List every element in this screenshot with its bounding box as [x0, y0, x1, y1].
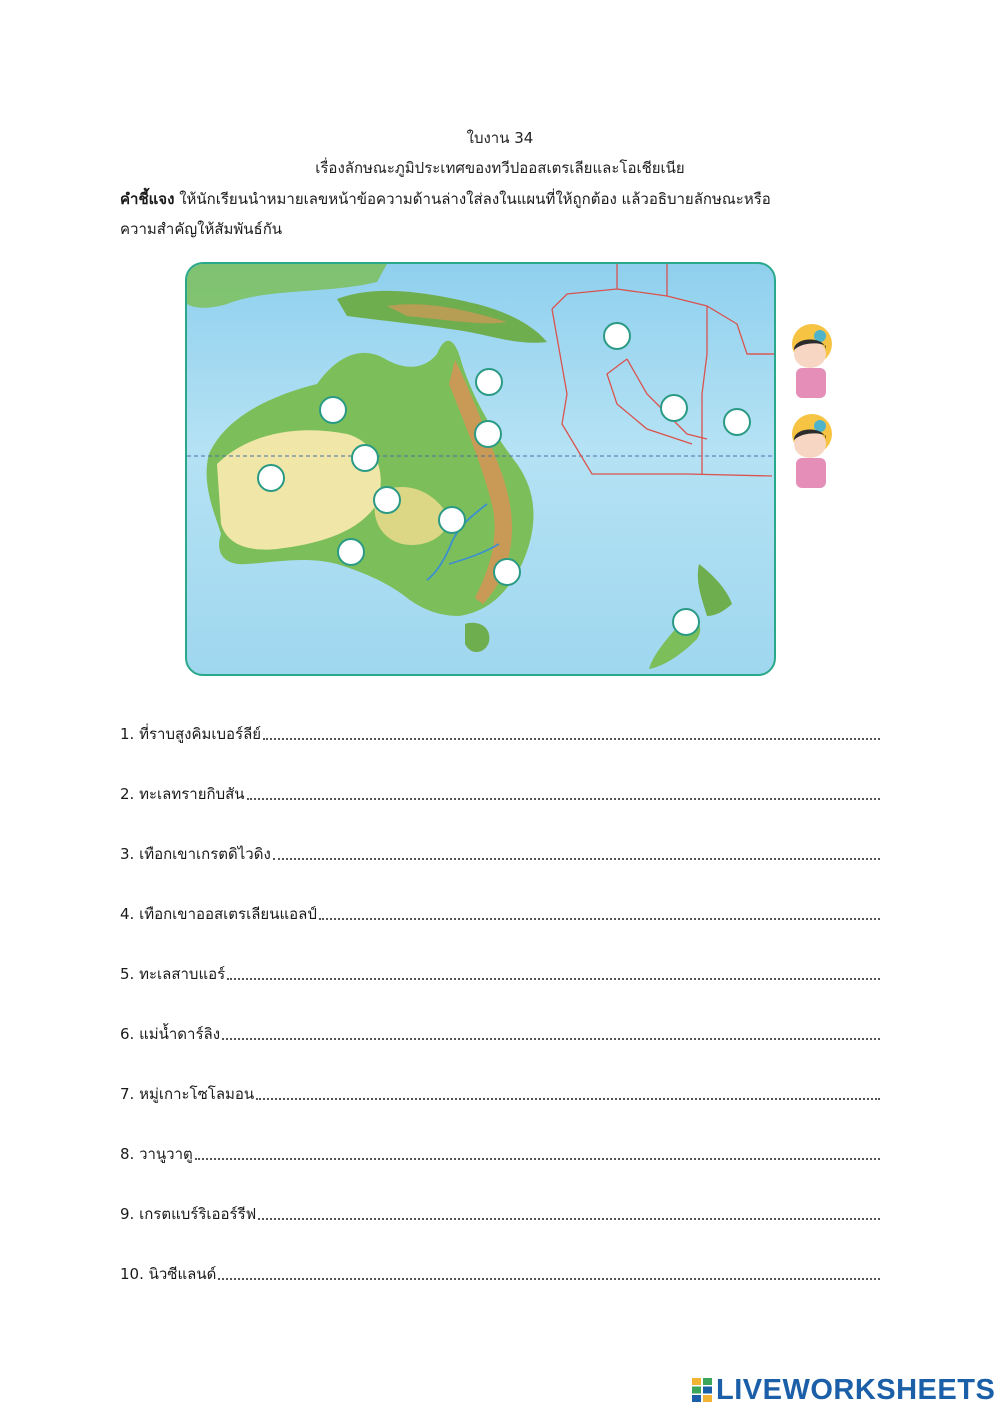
- question-label-7: 7. หมู่เกาะโซโลมอน: [120, 1085, 255, 1103]
- question-item-7: [120, 1076, 880, 1106]
- page-title: ใบงาน 34: [466, 129, 534, 147]
- liveworksheets-logo: [692, 1374, 995, 1406]
- question-label-10: 10. นิวซีแลนด์: [120, 1265, 217, 1283]
- answer-field-5[interactable]: [227, 977, 880, 980]
- answer-field-1[interactable]: [263, 737, 880, 740]
- question-item-8: [120, 1136, 880, 1166]
- question-item-9: [120, 1196, 880, 1226]
- question-label-1: 1. ที่ราบสูงคิมเบอร์ลีย์: [120, 725, 262, 743]
- map-marker-3[interactable]: [474, 420, 502, 448]
- question-label-4: 4. เทือกเขาออสเตรเลียนแอลป์: [120, 905, 317, 923]
- answer-field-9[interactable]: [258, 1217, 880, 1220]
- map-marker-10[interactable]: [672, 608, 700, 636]
- question-label-3: 3. เทือกเขาเกรตดิไวดิง: [120, 845, 271, 863]
- map-marker-7[interactable]: [438, 506, 466, 534]
- map-marker-11[interactable]: [603, 322, 631, 350]
- map-marker-1[interactable]: [319, 396, 347, 424]
- question-item-4: [120, 896, 880, 926]
- question-label-9: 9. เกรตแบร์ริเออร์รีฟ: [120, 1205, 257, 1223]
- question-label-6: 6. แม่น้ำดาร์ลิง: [120, 1025, 221, 1043]
- map-marker-12[interactable]: [660, 394, 688, 422]
- question-item-3: [120, 836, 880, 866]
- map-marker-6[interactable]: [373, 486, 401, 514]
- question-item-2: [120, 776, 880, 806]
- instructions-line-2: ความสำคัญให้สัมพันธ์กัน: [120, 220, 283, 238]
- instructions-line-1: [120, 184, 880, 214]
- question-item-1: [120, 716, 880, 746]
- tasmania: [465, 623, 489, 652]
- question-label-8: 8. วานูวาตู: [120, 1145, 193, 1163]
- question-item-6: [120, 1016, 880, 1046]
- answer-field-6[interactable]: [222, 1037, 880, 1040]
- map-marker-13[interactable]: [723, 408, 751, 436]
- map-marker-2[interactable]: [475, 368, 503, 396]
- question-label-2: 2. ทะเลทรายกิบสัน: [120, 785, 245, 803]
- character-illustration-2: [780, 406, 840, 496]
- liveworksheets-grid-icon: [692, 1378, 712, 1402]
- map-marker-9[interactable]: [493, 558, 521, 586]
- character-illustration-1: [780, 316, 840, 406]
- answer-field-10[interactable]: [218, 1277, 880, 1280]
- map-marker-5[interactable]: [257, 464, 285, 492]
- oceania-map: [185, 262, 776, 676]
- answer-field-3[interactable]: [273, 857, 880, 860]
- instructions-label: คำชี้แจง: [120, 190, 175, 208]
- instructions-text: ให้นักเรียนนำหมายเลขหน้าข้อความด้านล่างใส่ลงในแผนที่ให้ถูกต้อง แล้วอธิบายลักษณะหรือ: [174, 190, 771, 208]
- maritime-boundaries: [552, 264, 776, 476]
- map-marker-8[interactable]: [337, 538, 365, 566]
- answer-field-8[interactable]: [195, 1157, 880, 1160]
- answer-field-2[interactable]: [247, 797, 880, 800]
- question-item-10: [120, 1256, 880, 1286]
- answer-field-4[interactable]: [319, 917, 880, 920]
- question-label-5: 5. ทะเลสาบแอร์: [120, 965, 226, 983]
- liveworksheets-wordmark: LIVEWORKSHEETS: [716, 1373, 996, 1406]
- answer-field-7[interactable]: [256, 1097, 880, 1100]
- page-subtitle: เรื่องลักษณะภูมิประเทศของทวีปออสเตรเลียและโอเชียเนีย: [315, 159, 685, 177]
- map-marker-4[interactable]: [351, 444, 379, 472]
- question-item-5: [120, 956, 880, 986]
- new-zealand-north: [698, 564, 732, 616]
